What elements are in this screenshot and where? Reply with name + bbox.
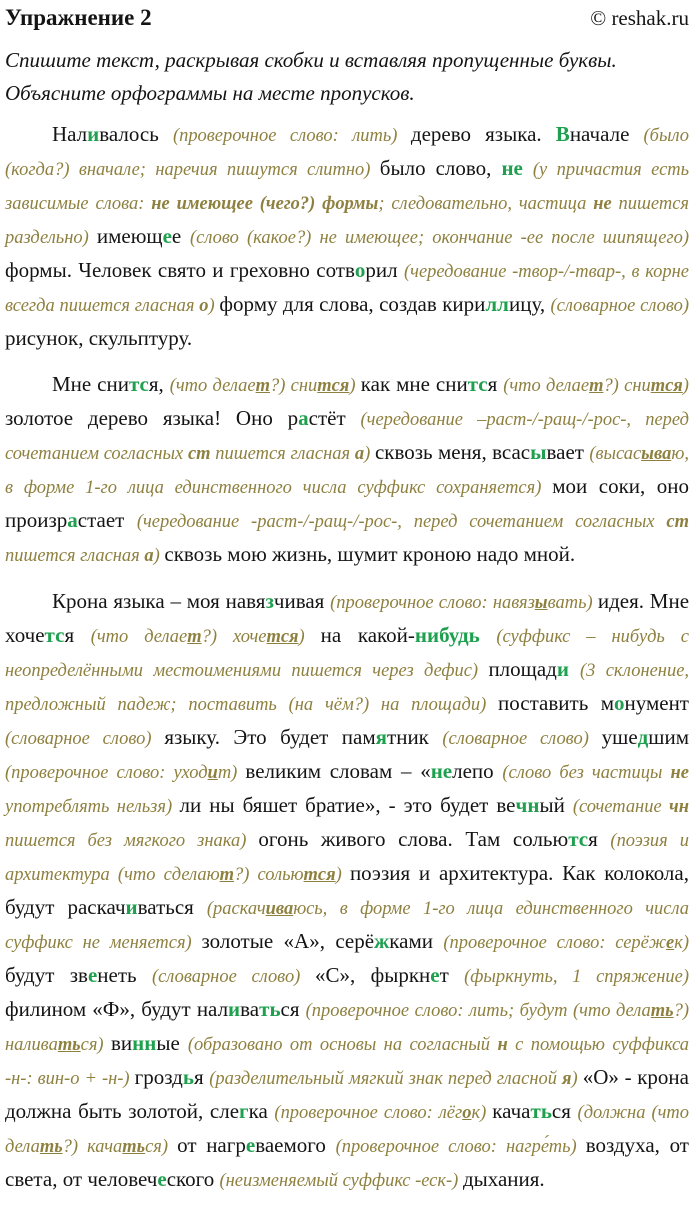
orthogram-explanation: (должна (что дела: [5, 1102, 689, 1156]
text-run: золотое дерево языка! Оно р: [5, 406, 299, 430]
text-run: поставить м: [498, 691, 614, 715]
inserted-letter: ь: [182, 1065, 194, 1089]
inserted-letter: о: [354, 258, 366, 282]
orthogram-explanation: пишется гласная: [210, 443, 355, 463]
orthogram-explanation: (сочетание: [572, 796, 670, 816]
text-run: золотые «А», серё: [201, 929, 375, 953]
text-run: рисунок, скульптуру.: [5, 326, 193, 350]
inserted-letter: ы: [530, 440, 547, 464]
orthogram-explanation: ): [298, 626, 321, 646]
text-run: ви: [110, 1031, 133, 1055]
explanation-morpheme: т: [187, 626, 202, 646]
text-run: я: [193, 1065, 210, 1089]
explanation-emphasis: о: [199, 295, 209, 315]
explanation-morpheme: тся: [650, 375, 683, 395]
text-run: [480, 623, 497, 647]
inserted-letter: ть: [530, 1099, 552, 1123]
orthogram-explanation: (чередование -раст-/-ращ-/-рос-, перед сочетанием согласных: [136, 511, 667, 531]
text-run: ся: [280, 997, 306, 1021]
text-run: неть: [97, 963, 152, 987]
text-run: вает: [546, 440, 590, 464]
text-run: кача: [492, 1099, 531, 1123]
orthogram-explanation: (словарное слово): [5, 728, 165, 748]
text-run: рил: [365, 258, 404, 282]
orthogram-explanation: ся): [145, 1136, 178, 1156]
orthogram-explanation: ; следовательно, частица: [378, 193, 594, 213]
page-title: Упражнение 2: [5, 5, 152, 30]
inserted-letter: е: [87, 963, 98, 987]
orthogram-explanation: (поэзия и архитектура (что сделаю: [5, 830, 689, 884]
orthogram-explanation: (проверочное слово: серёж: [443, 932, 667, 952]
inserted-letter: лл: [485, 292, 509, 316]
text-run: от нагр: [177, 1133, 246, 1157]
text-run: я,: [148, 372, 170, 396]
orthogram-explanation: юсь, в форме 1-го лица единственного числа суффикс не меняется): [5, 898, 689, 952]
orthogram-explanation: (неизменяемый суффикс -еск-): [219, 1170, 463, 1190]
inserted-letter: о: [614, 691, 625, 715]
exercise-text: [5, 118, 689, 1197]
text-run: валось: [99, 122, 173, 146]
text-run: т: [439, 963, 465, 987]
orthogram-explanation: вать): [547, 592, 598, 612]
explanation-morpheme: ть: [39, 1136, 63, 1156]
inserted-letter: тс: [467, 372, 488, 396]
explanation-emphasis: не: [670, 762, 689, 782]
text-run: огонь живого слова. Там солью: [258, 827, 569, 851]
text-run: на какой-: [320, 623, 415, 647]
orthogram-explanation: ?) налива: [5, 1000, 689, 1054]
explanation-emphasis: а: [144, 545, 154, 565]
text-run: «С», фыркн: [315, 963, 431, 987]
orthogram-explanation: (проверочное слово: нагре́ть): [335, 1136, 586, 1156]
text-run: ваемого: [255, 1133, 336, 1157]
text-run: я: [487, 372, 504, 396]
orthogram-explanation: пишется раздельно): [5, 193, 689, 247]
text-run: ками: [389, 929, 444, 953]
orthogram-explanation: (суффикс – нибудь с неопределёнными местоимениями пишется через дефис): [5, 626, 689, 680]
inserted-letter: д: [637, 725, 649, 749]
explanation-morpheme: т: [219, 864, 235, 884]
inserted-letter: я: [375, 725, 388, 749]
explanation-morpheme: ть: [57, 1034, 81, 1054]
orthogram-explanation: ?) сни: [269, 375, 318, 395]
text-run: было слово,: [379, 156, 502, 180]
page-header: [5, 4, 689, 32]
inserted-letter: нн: [132, 1031, 157, 1055]
orthogram-explanation: ): [349, 375, 361, 395]
orthogram-explanation: (высас: [589, 443, 642, 463]
copyright-label: © reshak.ru: [590, 6, 689, 30]
inserted-letter: и: [87, 122, 100, 146]
orthogram-explanation: (проверочное слово: лёг: [274, 1102, 463, 1122]
explanation-emphasis: не имеющее (чего?) формы: [151, 193, 379, 213]
explanation-emphasis: чн: [669, 796, 689, 816]
inserted-letter: а: [298, 406, 309, 430]
inserted-letter: тс: [568, 827, 589, 851]
explanation-morpheme: е: [666, 932, 675, 952]
orthogram-explanation: (проверочное слово: лить; будут (что дела: [305, 1000, 651, 1020]
text-run: ка: [248, 1099, 275, 1123]
text-run: ый: [539, 793, 573, 817]
orthogram-explanation: (что делае: [169, 375, 256, 395]
orthogram-explanation: к): [471, 1102, 493, 1122]
explanation-emphasis: не: [593, 193, 612, 213]
orthogram-explanation: ): [208, 295, 220, 315]
orthogram-explanation: (образовано от основы на согласный: [187, 1034, 498, 1054]
text-run: мои соки, оно произр: [5, 474, 689, 532]
orthogram-explanation: (чередование -твор-/-твар-, в корне всегда пишется гласная: [5, 261, 689, 315]
orthogram-explanation: ю, в форме 1-го лица единственного числа суффикс сохраняется): [5, 443, 689, 497]
inserted-letter: и: [228, 997, 241, 1021]
explanation-emphasis: ст: [666, 511, 689, 531]
text-run: дыхания.: [462, 1167, 545, 1191]
explanation-morpheme: т: [589, 375, 604, 395]
orthogram-explanation: (что делае: [90, 626, 188, 646]
inserted-letter: и: [125, 895, 138, 919]
explanation-morpheme: ть: [650, 1000, 674, 1020]
orthogram-explanation: ): [682, 375, 689, 395]
explanation-morpheme: о: [462, 1102, 472, 1122]
text-run: великим словам – «: [245, 759, 431, 783]
orthogram-explanation: пишется без мягкого знака): [5, 830, 259, 850]
orthogram-explanation: ?) кача: [62, 1136, 123, 1156]
orthogram-explanation: ?) сни: [603, 375, 651, 395]
text-run: грозд: [134, 1065, 183, 1089]
inserted-letter: ж: [374, 929, 390, 953]
orthogram-explanation: ?) хоче: [201, 626, 267, 646]
text-run: е: [171, 224, 191, 248]
text-run: идея. Мне хоче: [5, 589, 690, 647]
explanation-emphasis: я: [562, 1068, 572, 1088]
inserted-letter: тс: [128, 372, 149, 396]
text-run: начале: [569, 122, 644, 146]
orthogram-explanation: ): [153, 545, 165, 565]
inserted-letter: е: [162, 224, 172, 248]
text-run: сквозь меня, всас: [374, 440, 531, 464]
text-run: ся: [551, 1099, 578, 1123]
text-run: воздуха, от света, от человеч: [5, 1133, 689, 1191]
orthogram-explanation: (слово без частицы: [502, 762, 671, 782]
orthogram-explanation: (проверочное слово: навяз: [330, 592, 535, 612]
text-run: сквозь мою жизнь, шумит кроною надо мной.: [164, 542, 576, 566]
orthogram-explanation: ): [364, 443, 375, 463]
text-run: ва: [240, 997, 260, 1021]
explanation-morpheme: и: [207, 762, 218, 782]
text-run: стает: [77, 508, 137, 532]
text-run: нумент: [624, 691, 689, 715]
explanation-morpheme: т: [255, 375, 270, 395]
inserted-letter: е: [430, 963, 440, 987]
text-run: чивая: [273, 589, 331, 613]
task-instructions: Спишите текст, раскрывая скобки и вставляя пропущенные буквы. Объясните орфограммы на месте пропусков.: [5, 48, 617, 105]
text-run: я: [64, 623, 91, 647]
text-run: ли ны бяшет братие», - это будет ве: [179, 793, 516, 817]
text-run: будут зв: [5, 963, 88, 987]
orthogram-explanation: (словарное слово): [442, 728, 602, 748]
inserted-letter: ть: [259, 997, 281, 1021]
text-run: языку. Это будет пам: [164, 725, 376, 749]
explanation-morpheme: ы: [534, 592, 548, 612]
inserted-letter: В: [555, 122, 570, 146]
orthogram-explanation: употреблять нельзя): [5, 796, 180, 816]
text-run: имеющ: [96, 224, 163, 248]
text-run: поэзия и архитектура. Как колокола, будут раскач: [5, 861, 689, 919]
explanation-morpheme: тся: [317, 375, 350, 395]
text-run: дерево языка.: [410, 122, 556, 146]
orthogram-explanation: пишется гласная: [5, 545, 145, 565]
inserted-letter: а: [67, 508, 78, 532]
inserted-letter: и: [556, 657, 569, 681]
orthogram-explanation: ?) солью: [234, 864, 304, 884]
exercise-paragraph: [5, 368, 689, 572]
inserted-letter: е: [245, 1133, 256, 1157]
text-run: Крона языка – моя навя: [52, 589, 266, 613]
text-run: форму для слова, создав кири: [219, 292, 486, 316]
inserted-letter: чн: [515, 793, 540, 817]
orthogram-explanation: ): [335, 864, 350, 884]
orthogram-explanation: с помощью суффикса -н-: вин-о + -н-): [5, 1034, 689, 1088]
orthogram-explanation: (3 склонение, предложный падеж; поставить (на чём?) на площади): [5, 660, 690, 714]
text-run: площад: [488, 657, 557, 681]
text-run: я: [588, 827, 611, 851]
text-run: ицу,: [508, 292, 551, 316]
text-run: ые: [156, 1031, 188, 1055]
exercise-paragraph: [5, 585, 689, 1197]
text-run: филином «Ф», будут нал: [5, 997, 229, 1021]
orthogram-explanation: (что делае: [503, 375, 590, 395]
text-run: [569, 657, 580, 681]
orthogram-explanation: к): [674, 932, 690, 952]
explanation-morpheme: тся: [266, 626, 299, 646]
text-run: стёт: [308, 406, 361, 430]
inserted-letter: тс: [44, 623, 65, 647]
orthogram-explanation: (у причастия есть зависимые слова:: [5, 159, 690, 213]
inserted-letter: не: [430, 759, 453, 783]
orthogram-explanation: (словарное слово): [151, 966, 316, 986]
text-run: [523, 156, 533, 180]
text-run: формы. Человек свято и греховно сотв: [5, 258, 355, 282]
orthogram-explanation: (словарное слово): [550, 295, 690, 315]
text-run: «О» - крона должна быть золотой, сле: [5, 1065, 689, 1123]
explanation-morpheme: тся: [303, 864, 336, 884]
inserted-letter: нибудь: [414, 623, 480, 647]
explanation-morpheme: ть: [122, 1136, 146, 1156]
explanation-emphasis: ст: [187, 443, 211, 463]
orthogram-explanation: ся): [80, 1034, 111, 1054]
orthogram-explanation: (чередование –раст-/-ращ-/-рос-, перед сочетанием согласных: [5, 409, 689, 463]
inserted-letter: не: [501, 156, 523, 180]
orthogram-explanation: т): [217, 762, 246, 782]
text-run: Нал: [52, 122, 88, 146]
orthogram-explanation: ): [571, 1068, 583, 1088]
text-run: как мне сни: [360, 372, 468, 396]
inserted-letter: з: [265, 589, 274, 613]
text-run: ваться: [137, 895, 207, 919]
orthogram-explanation: (проверочное слово: уход: [5, 762, 208, 782]
explanation-emphasis: а: [354, 443, 365, 463]
orthogram-explanation: (проверочное слово: лить): [172, 125, 411, 145]
text-run: шим: [648, 725, 689, 749]
text-run: тник: [387, 725, 443, 749]
orthogram-explanation: (раскач: [206, 898, 266, 918]
orthogram-explanation: (было (когда?) вначале; наречия пишутся слитно): [5, 125, 689, 179]
inserted-letter: г: [239, 1099, 249, 1123]
inserted-letter: е: [157, 1167, 167, 1191]
text-run: Мне сни: [52, 372, 129, 396]
explanation-emphasis: н: [497, 1034, 508, 1054]
text-run: ского: [166, 1167, 220, 1191]
explanation-morpheme: ива: [265, 898, 294, 918]
text-run: уше: [601, 725, 638, 749]
orthogram-explanation: (слово (какое?) не имеющее; окончание -ее после шипящего): [190, 227, 689, 247]
orthogram-explanation: (фыркнуть, 1 спряжение): [464, 966, 689, 986]
exercise-paragraph: [5, 118, 689, 355]
orthogram-explanation: (разделительный мягкий знак перед гласной: [209, 1068, 563, 1088]
explanation-morpheme: ыва: [641, 443, 672, 463]
text-run: лепо: [452, 759, 503, 783]
